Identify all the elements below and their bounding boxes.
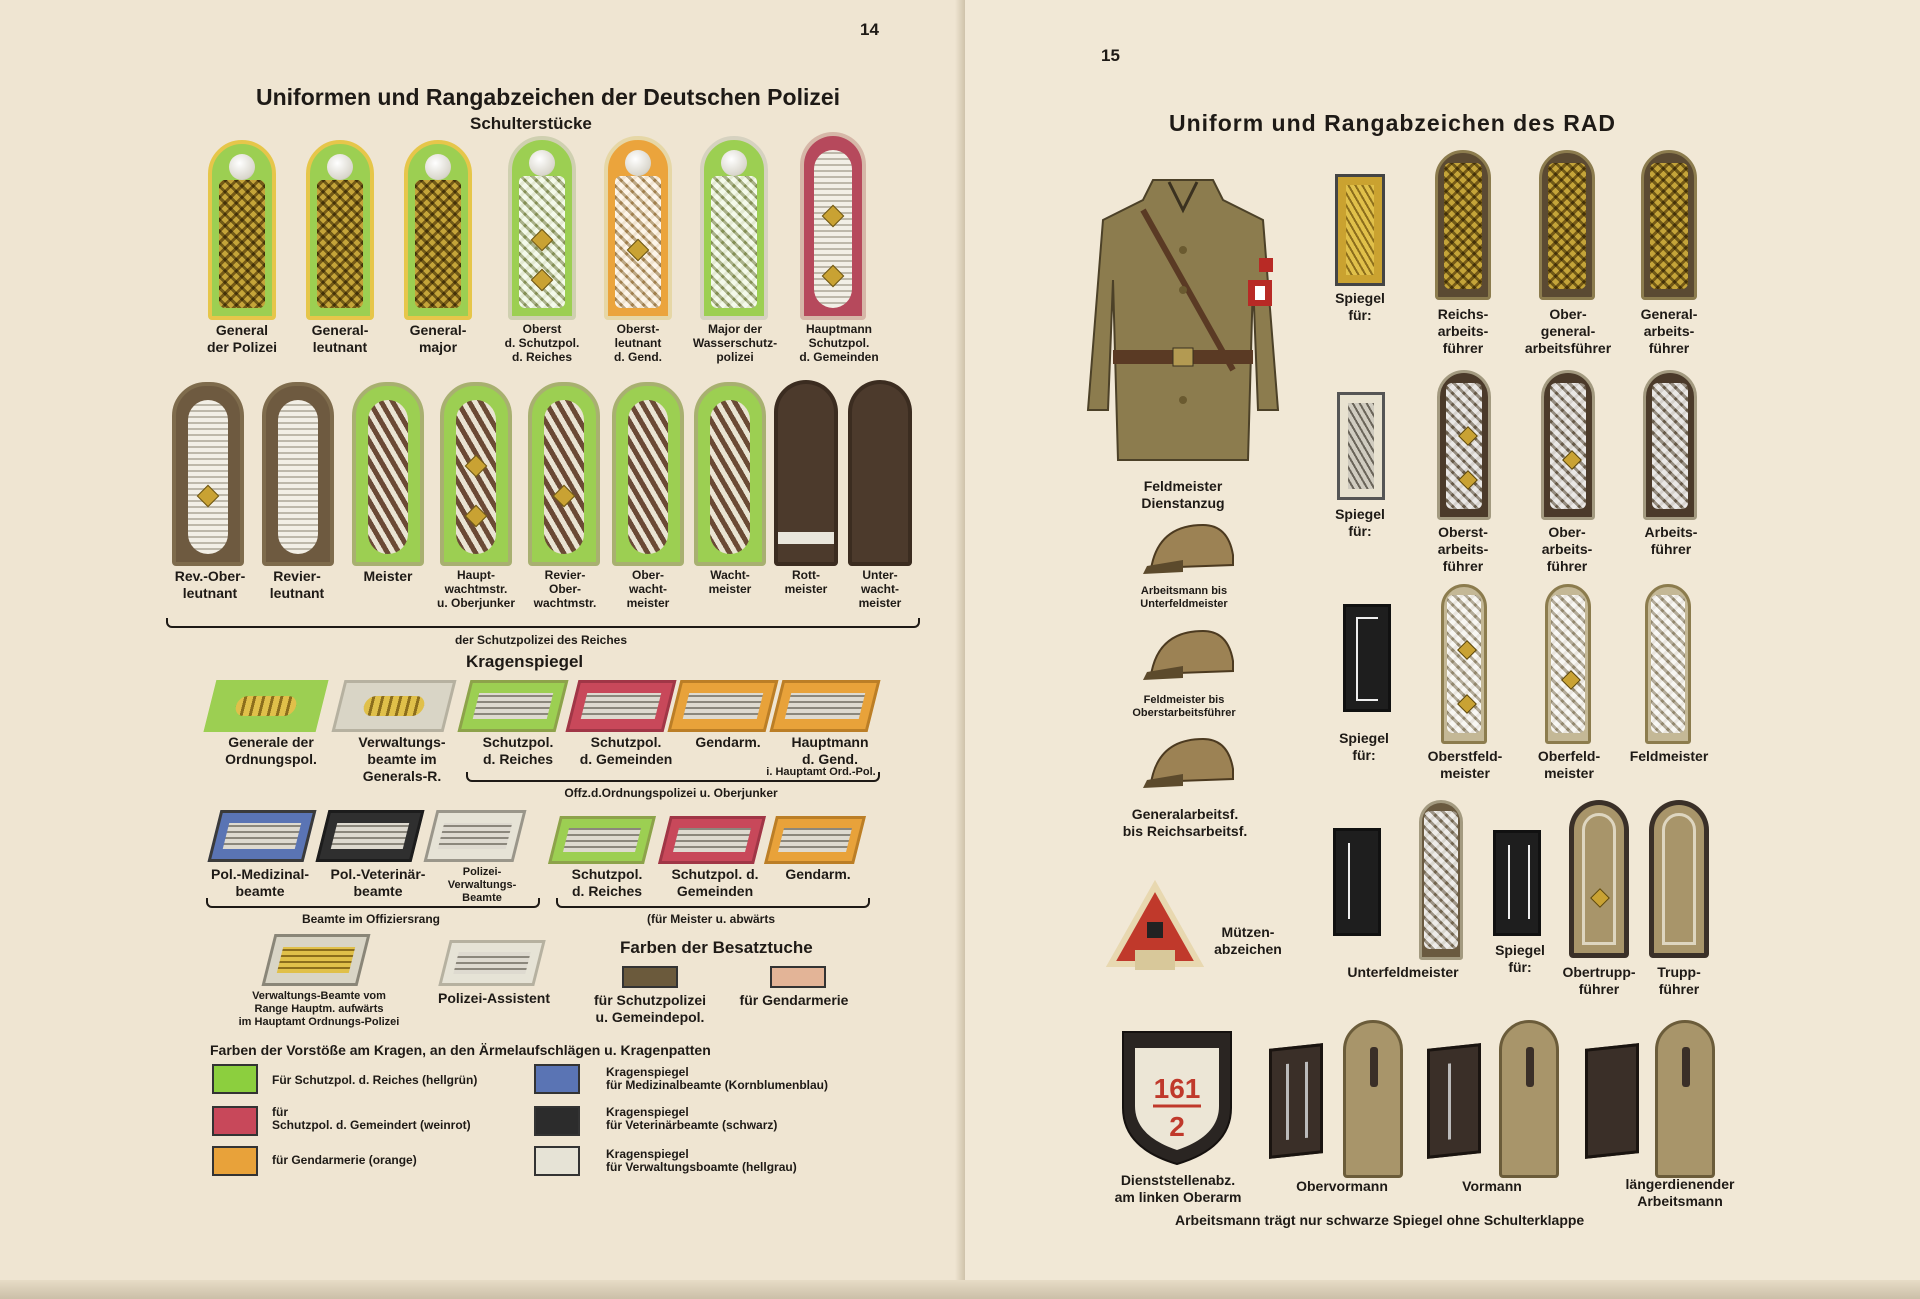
caption-spiegel-4: Spiegel für: [1495,942,1545,975]
caption-collar-gendarm: Gendarm. [695,734,761,750]
group-brace-meister [556,898,870,908]
legend-label-weinrot: für Schutzpol. d. Gemeindert (weinrot) [272,1105,471,1132]
caption-collar-medizinal: Pol.-Medizinal- beamte [211,866,309,899]
legend-label-hellgruen: Für Schutzpol. d. Reiches (hellgrün) [272,1073,478,1087]
caption-generalarbeitsfuehrer: General- arbeits- führer [1640,306,1698,356]
caption-feldmeister: Feldmeister [1629,748,1709,764]
shoulder-board-major [700,136,768,320]
shoulder-board-oberstarbeitsfuehrer [1437,370,1491,520]
right-page [965,0,1920,1299]
caption-besatz-schutzpolizei: für Schutzpolizei u. Gemeindepol. [594,992,706,1025]
shoulder-board-oberst [508,136,576,320]
uniform-jacket-image [1083,170,1283,480]
collar-patch-schutzpol-reich [458,680,569,732]
dienststellen-badge-image [1119,1028,1235,1168]
collar-patch-schutzpol-gemeinden [566,680,677,732]
shoulder-board-truppfuehrer [1649,800,1709,958]
group-label-schutzpolizei: der Schutzpolizei des Reiches [454,633,628,647]
legend-swatch-schwarz [534,1106,580,1136]
caption-collar-verwaltung-hauptm: Verwaltungs-Beamte vom Range Hauptm. aufwärts im Hauptamt Ordnungs-Polizei [238,990,400,1028]
shoulder-board-wachtmeister [694,382,766,566]
group-brace-schutzpolizei [166,618,920,628]
group-brace-offiziere [466,772,880,782]
shoulder-board-rev-oberleutnant [172,382,244,566]
shoulder-board-oberfeldmeister [1545,584,1591,744]
caption-collar-gendarm-meister: Gendarm. [785,866,851,882]
collar-patch-verwaltungsbeamte [332,680,457,732]
caption-spiegel-1: Spiegel für: [1335,290,1385,323]
shoulder-board-oberstfeldmeister [1441,584,1487,744]
group-label-meister: (für Meister u. abwärts [646,912,776,926]
group-label-offiziere: Offz.d.Ordnungspolizei u. Oberjunker [564,786,778,800]
caption-generalmajor: General- major [409,322,467,355]
legend-label-schwarz: Kragenspiegel für Veterinärbeamte (schwarz) [606,1105,778,1132]
section-title-kragenspiegel: Kragenspiegel [466,652,584,671]
collar-patch-schutzpol-gemeinden-meister [658,816,766,864]
caption-meister: Meister [363,568,413,584]
caption-revierleutnant: Revier- leutnant [269,568,325,601]
caption-reichsarbeitsfuehrer: Reichs- arbeits- führer [1437,306,1489,356]
spiegel-obervormann [1269,1043,1323,1159]
spiegel-oberstfeldmeister [1343,604,1391,712]
collar-patch-generale [204,680,329,732]
muetzenabzeichen-image [1105,880,1205,980]
caption-wachtmeister: Wacht- meister [708,568,752,596]
caption-collar-polizei-verwaltung: Polizei- Verwaltungs- Beamte [447,866,517,904]
caption-unterfeldmeister: Unterfeldmeister [1347,964,1459,980]
caption-laengerdienender-arbeitsmann: längerdienender Arbeitsmann [1625,1176,1735,1209]
spiegel-vormann [1427,1043,1481,1159]
shoulder-board-unterwachtmeister [848,380,912,566]
legend-swatch-kornblumenblau [534,1064,580,1094]
collar-patch-polizei-verwaltung [424,810,527,862]
shoulder-board-vormann [1499,1020,1559,1178]
caption-hauptwachtmeister: Haupt- wachtmstr. u. Oberjunker [436,568,516,610]
shoulder-board-obertruppfuehrer [1569,800,1629,958]
collar-patch-verwaltung-hauptm [262,934,371,986]
caption-cap-generalarbeitsfuehrer: Generalarbeitsf. bis Reichsarbeitsf. [1122,806,1248,839]
caption-spiegel-2: Spiegel für: [1335,506,1385,539]
footer-note: Arbeitsmann trägt nur schwarze Spiegel ohne Schulterklappe [1175,1212,1585,1228]
caption-collar-polizei-assistent: Polizei-Assistent [437,990,551,1006]
spiegel-reichsarbeitsfuehrer [1335,174,1385,286]
shoulder-board-revierleutnant [262,382,334,566]
page-title-left: Uniformen und Rangabzeichen der Deutschen Polizei [256,84,841,110]
shoulder-board-feldmeister [1645,584,1691,744]
shoulder-board-generalarbeitsfuehrer [1641,150,1697,300]
collar-patch-medizinal [208,810,317,862]
page-number-right: 15 [1101,46,1120,65]
caption-truppfuehrer: Trupp- führer [1657,964,1701,997]
shoulder-board-oberwachtmeister [612,382,684,566]
shoulder-board-obergeneralarbeitsfuehrer [1539,150,1595,300]
shoulder-board-laengerdienender-arbeitsmann [1655,1020,1715,1178]
caption-generalleutnant: General- leutnant [311,322,369,355]
caption-obergeneralarbeitsfuehrer: Ober- general- arbeitsführer [1524,306,1612,356]
caption-hauptmann: Hauptmann Schutzpol. d. Gemeinden [799,322,879,364]
caption-oberstarbeitsfuehrer: Oberst- arbeits- führer [1437,524,1489,574]
shoulder-board-rottmeister [774,380,838,566]
badge-number-bottom: 2 [1169,1111,1185,1142]
caption-dienststellenabzeichen: Dienststellenabz. am linken Oberarm [1114,1172,1242,1205]
legend-swatch-hellgruen [212,1064,258,1094]
spiegel-laengerdienender-arbeitsmann [1585,1043,1639,1159]
caption-oberwachtmeister: Ober- wacht- meister [626,568,670,610]
caption-muetzenabzeichen: Mützen- abzeichen [1214,924,1282,957]
caption-rottmeister: Rott- meister [784,568,828,596]
caption-oberstfeldmeister: Oberstfeld- meister [1427,748,1503,781]
caption-collar-verwaltungsbeamte: Verwaltungs- beamte im Generals-R. [358,734,446,784]
caption-arbeitsfuehrer: Arbeits- führer [1644,524,1698,557]
caption-collar-schutzpol-reich: Schutzpol. d. Reiches [482,734,554,767]
shoulder-board-meister [352,382,424,566]
shoulder-board-unterfeldmeister [1419,800,1463,960]
cap-feldmeister-image [1143,626,1243,686]
shoulder-board-reichsarbeitsfuehrer [1435,150,1491,300]
caption-collar-schutzpol-reich-meister: Schutzpol. d. Reiches [571,866,643,899]
caption-besatz-gendarmerie: für Gendarmerie [739,992,849,1008]
caption-oberst: Oberst d. Schutzpol. d. Reiches [504,322,580,364]
shoulder-board-obervormann [1343,1020,1403,1178]
section-title-besatztuche: Farben der Besatztuche [620,938,813,957]
swatch-besatz-gendarmerie [770,966,826,988]
shoulder-board-generalmajor [404,140,472,320]
page-title-right: Uniform und Rangabzeichen des RAD [1169,110,1617,136]
legend-label-hellgrau: Kragenspiegel für Verwaltungsboamte (hellgrau) [606,1147,797,1174]
caption-major: Major der Wasserschutz- polizei [692,322,778,364]
caption-collar-schutzpol-gemeinden: Schutzpol. d. Gemeinden [579,734,673,767]
shoulder-board-hauptwachtmeister [440,382,512,566]
collar-patch-schutzpol-reich-meister [548,816,656,864]
legend-swatch-hellgrau [534,1146,580,1176]
collar-patch-polizei-assistent [438,940,545,986]
page-number-left: 14 [860,20,879,39]
spiegel-obertruppfuehrer [1493,830,1541,936]
collar-patch-hauptmann-gend [770,680,881,732]
caption-unterwachtmeister: Unter- wacht- meister [858,568,902,610]
caption-revier-oberwachtmeister: Revier- Ober- wachtmstr. [533,568,597,610]
caption-collar-veterinaer: Pol.-Veterinär- beamte [330,866,426,899]
legend-label-orange: für Gendarmerie (orange) [272,1153,417,1167]
caption-oberstleutnant: Oberst- leutnant d. Gend. [614,322,662,364]
caption-collar-schutzpol-gemeinden-meister: Schutzpol. d. Gemeinden [671,866,759,899]
caption-general-der-polizei: General der Polizei [206,322,278,355]
caption-collar-hauptmann-gend: Hauptmann d. Gend. [791,734,869,767]
cap-arbeitsmann-image [1143,520,1243,580]
caption-collar-hauptamt: i. Hauptamt Ord.-Pol. [766,766,876,778]
shoulder-board-arbeitsfuehrer [1643,370,1697,520]
shoulder-board-hauptmann [800,132,866,320]
cap-generalarbeitsfuehrer-image [1143,734,1243,794]
shoulder-board-oberarbeitsfuehrer [1541,370,1595,520]
shoulder-board-revier-oberwachtmeister [528,382,600,566]
section-subtitle-schulterstuecke: Schulterstücke [470,114,592,133]
caption-obertruppfuehrer: Obertrupp- führer [1562,964,1636,997]
caption-uniform: Feldmeister Dienstanzug [1141,478,1225,511]
legend-swatch-orange [212,1146,258,1176]
caption-cap-feldmeister: Feldmeister bis Oberstarbeitsführer [1132,694,1236,719]
caption-oberfeldmeister: Oberfeld- meister [1537,748,1601,781]
caption-oberarbeitsfuehrer: Ober- arbeits- führer [1541,524,1593,574]
caption-obervormann: Obervormann [1296,1178,1388,1194]
caption-spiegel-3: Spiegel für: [1339,730,1389,763]
group-label-beamte: Beamte im Offiziersrang [301,912,441,926]
spiegel-unterfeldmeister [1333,828,1381,936]
swatch-besatz-schutzpolizei [622,966,678,988]
legend-title: Farben der Vorstöße am Kragen, an den Ärmelaufschlägen u. Kragenpatten [210,1042,711,1058]
shoulder-board-oberstleutnant [604,136,672,320]
collar-patch-gendarm [668,680,779,732]
collar-patch-gendarm-meister [764,816,866,864]
badge-number-top: 161 [1153,1073,1201,1104]
caption-vormann: Vormann [1462,1178,1522,1194]
shoulder-board-generalleutnant [306,140,374,320]
caption-cap-arbeitsmann: Arbeitsmann bis Unterfeldmeister [1140,585,1228,610]
caption-collar-generale: Generale der Ordnungspol. [225,734,317,767]
collar-patch-veterinaer [316,810,425,862]
legend-label-kornblumenblau: Kragenspiegel für Medizinalbeamte (Kornblumenblau) [606,1065,829,1092]
caption-rev-oberleutnant: Rev.-Ober- leutnant [174,568,246,601]
legend-swatch-weinrot [212,1106,258,1136]
spiegel-oberstarbeitsfuehrer [1337,392,1385,500]
group-brace-beamte [206,898,540,908]
book-bottom-edge [0,1280,1920,1299]
shoulder-board-general-der-polizei [208,140,276,320]
